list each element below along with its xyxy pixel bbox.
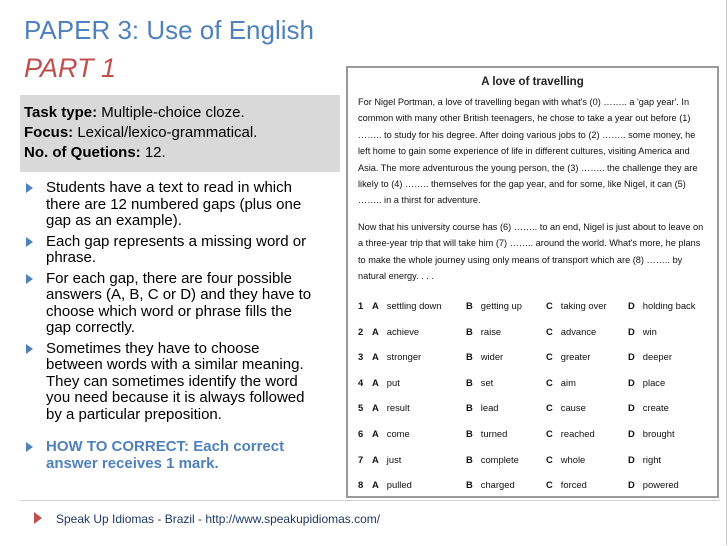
option-text: place: [642, 376, 666, 388]
option-letter: C: [546, 453, 553, 465]
option-c: [546, 428, 595, 439]
option-text: aim: [560, 376, 576, 388]
task-type-line: [24, 103, 340, 123]
option-letter: B: [466, 351, 473, 363]
option-text: cause: [560, 402, 586, 414]
focus-label: Focus:: [24, 124, 74, 141]
option-text: create: [642, 402, 669, 414]
option-letter: B: [466, 300, 473, 311]
option-text: result: [386, 402, 410, 414]
option-text: holding back: [642, 300, 696, 311]
bullet-list: [24, 180, 314, 476]
option-number: 7: [358, 453, 364, 465]
option-text: stronger: [386, 351, 422, 363]
option-letter: C: [546, 300, 553, 311]
option-letter: B: [466, 453, 473, 465]
option-d: [628, 300, 695, 311]
question-count-value: 12.: [140, 144, 166, 161]
footer: [34, 512, 380, 526]
document-paragraph-2: Now that his university course has (6) …….. to an end, Nigel is just about to leave on a three-year trip that will take him (7) …….. around the world. What's more, he plans to make the whole journey using only means of transport which are (8) …….. by natural energy. . . .: [358, 222, 704, 282]
option-b: [466, 402, 499, 413]
option-letter: B: [466, 376, 473, 388]
option-a: [372, 300, 442, 311]
bullet-text: Students have a text to read in which there are 12 numbered gaps (plus one gap as an example).: [46, 179, 302, 229]
footer-arrow-icon: [34, 512, 42, 524]
bullet-arrow-icon: [26, 442, 33, 452]
option-a: [372, 428, 410, 439]
option-text: achieve: [386, 325, 420, 337]
option-b: [466, 377, 493, 388]
option-text: set: [480, 376, 494, 388]
option-letter: C: [546, 376, 553, 388]
bullet-item: [24, 341, 314, 424]
option-row: [358, 479, 714, 497]
option-letter: A: [372, 402, 379, 414]
task-type-label: Task type:: [24, 104, 98, 121]
slide-title: PAPER 3: Use of English: [24, 15, 314, 45]
option-text: win: [642, 325, 657, 337]
option-letter: D: [628, 453, 635, 465]
option-d: [628, 326, 657, 337]
option-row: [358, 402, 714, 420]
option-a: [372, 454, 401, 465]
bullet-item-correction: [24, 439, 314, 472]
option-b: [466, 351, 503, 362]
bullet-item: [24, 234, 314, 267]
option-text: raise: [480, 325, 502, 337]
option-text: just: [386, 453, 402, 465]
option-letter: A: [372, 351, 379, 363]
option-number: 1: [358, 300, 364, 311]
option-letter: A: [372, 300, 379, 311]
option-d: [628, 402, 669, 413]
option-letter: A: [372, 325, 379, 337]
slide-subtitle: PART 1: [24, 53, 117, 83]
option-row: [358, 428, 714, 446]
option-c: [546, 377, 576, 388]
option-text: forced: [560, 479, 587, 491]
option-a: [372, 402, 410, 413]
option-letter: C: [546, 351, 553, 363]
option-text: complete: [480, 453, 519, 465]
option-letter: A: [372, 453, 379, 465]
option-number: 8: [358, 479, 364, 491]
option-text: brought: [642, 428, 675, 439]
option-text: right: [642, 453, 662, 465]
option-row: [358, 351, 714, 369]
option-letter: D: [628, 325, 635, 337]
option-letter: D: [628, 351, 635, 363]
option-text: deeper: [642, 351, 672, 363]
option-row: [358, 326, 714, 344]
option-letter: C: [546, 479, 553, 491]
option-b: [466, 326, 501, 337]
option-text: whole: [560, 453, 586, 465]
footer-divider: [20, 500, 720, 501]
option-d: [628, 479, 679, 490]
option-b: [466, 300, 522, 311]
option-letter: D: [628, 376, 635, 388]
option-row: [358, 454, 714, 472]
bullet-text: For each gap, there are four possible answers (A, B, C or D) and they have to choose which word or phrase fills the gap correctly.: [46, 269, 312, 336]
correction-text: Each correct answer receives 1 mark.: [46, 438, 285, 472]
option-b: [466, 479, 515, 490]
option-text: taking over: [560, 300, 607, 311]
document-title: A love of travelling: [481, 76, 584, 88]
bullet-text: Each gap represents a missing word or phrase.: [46, 232, 307, 266]
footer-text: Speak Up Idiomas - Brazil - http://www.speakupidiomas.com/: [56, 512, 381, 526]
option-letter: C: [546, 402, 553, 414]
exam-document-image: [346, 66, 719, 498]
task-info-box: [20, 95, 340, 172]
option-letter: D: [628, 428, 635, 439]
option-text: wider: [480, 351, 504, 363]
option-text: come: [386, 428, 410, 439]
option-number: 3: [358, 351, 364, 363]
option-b: [466, 428, 507, 439]
bullet-arrow-icon: [26, 183, 33, 193]
option-d: [628, 377, 665, 388]
question-count-line: [24, 143, 340, 163]
option-row: [358, 377, 714, 395]
option-letter: B: [466, 479, 473, 491]
option-letter: A: [372, 428, 379, 439]
option-number: 4: [358, 376, 364, 388]
option-b: [466, 454, 519, 465]
option-c: [546, 351, 591, 362]
bullet-text: Sometimes they have to choose between words with a similar meaning. They can sometimes identify the word you need because it is always followed by a particular preposition.: [46, 339, 305, 423]
option-letter: A: [372, 479, 379, 491]
bullet-arrow-icon: [26, 237, 33, 247]
task-type-value: Multiple-choice cloze.: [97, 104, 245, 121]
option-letter: D: [628, 479, 635, 491]
option-d: [628, 351, 672, 362]
focus-line: [24, 123, 340, 143]
question-count-label: No. of Quetions:: [24, 144, 141, 161]
option-c: [546, 300, 607, 311]
option-row: [358, 300, 714, 318]
option-d: [628, 428, 675, 439]
option-text: powered: [642, 479, 679, 491]
option-number: 2: [358, 325, 364, 337]
bullet-arrow-icon: [26, 344, 33, 354]
option-text: greater: [560, 351, 591, 363]
option-letter: D: [628, 402, 635, 414]
option-text: settling down: [386, 300, 442, 311]
option-letter: C: [546, 428, 553, 439]
option-text: charged: [480, 479, 515, 491]
option-letter: D: [628, 300, 635, 311]
option-text: turned: [480, 428, 508, 439]
option-letter: B: [466, 428, 473, 439]
option-number: 5: [358, 402, 364, 414]
option-c: [546, 454, 585, 465]
option-letter: A: [372, 376, 379, 388]
option-number: 6: [358, 428, 364, 439]
option-letter: B: [466, 402, 473, 414]
option-c: [546, 326, 596, 337]
option-c: [546, 479, 587, 490]
option-d: [628, 454, 661, 465]
correction-label: HOW TO CORRECT:: [46, 438, 190, 455]
option-text: advance: [560, 325, 597, 337]
option-letter: B: [466, 325, 473, 337]
option-text: lead: [480, 402, 499, 414]
option-a: [372, 351, 421, 362]
document-paragraph-1: For Nigel Portman, a love of travelling began with what's (0) …….. a 'gap year'. In common with many other British teenagers, he chose to take a year out before (1) …….. to study for his degree. After doing various jobs to (2) …….. some money, he left home to gain some experience of life in different cultures, visiting America and Asia. The more adventurous the young person, the (3) …….. the challenge they are likely to (4) …….. themselves for the gap year, and for some, like Nigel, it can (5) …….. in a thirst for adventure.: [358, 97, 698, 206]
option-a: [372, 377, 400, 388]
bullet-item: [24, 180, 314, 230]
option-text: put: [386, 376, 400, 388]
option-a: [372, 479, 412, 490]
focus-value: Lexical/lexico-grammatical.: [73, 124, 258, 141]
option-letter: C: [546, 325, 553, 337]
bullet-arrow-icon: [26, 274, 33, 284]
bullet-item: [24, 271, 314, 337]
option-text: getting up: [480, 300, 522, 311]
option-text: pulled: [386, 479, 412, 491]
option-c: [546, 402, 586, 413]
option-text: reached: [560, 428, 595, 439]
option-a: [372, 326, 419, 337]
